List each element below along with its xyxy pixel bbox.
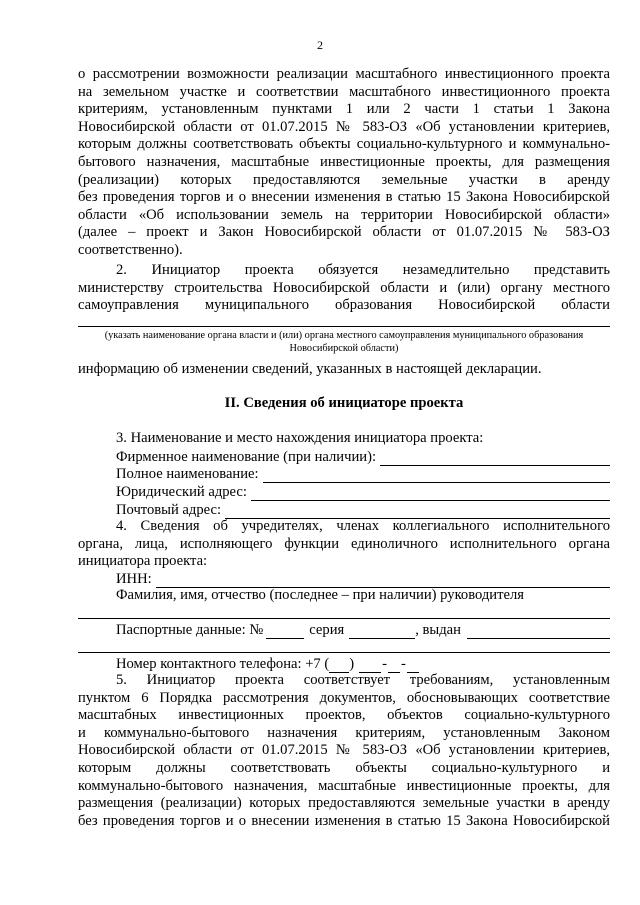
para2-line: самоуправления муниципального образования Новосибирской области <box>78 297 610 314</box>
field-firm-input[interactable] <box>380 450 610 466</box>
item5-line: 5. Инициатор проекта соответствует требованиям, установленным <box>116 672 610 688</box>
field-legal-input[interactable] <box>251 485 610 501</box>
item5-line: Новосибирской области от 01.07.2015 № 583-ОЗ «Об установлении критериев, <box>78 742 610 759</box>
field-fio-label: Фамилия, имя, отчество (последнее – при наличии) руководителя <box>116 587 524 603</box>
field-passport <box>116 621 610 639</box>
item4-line: органа, лица, исполняющего функции единоличного исполнительного органа <box>78 535 610 552</box>
passport-series-input[interactable] <box>349 624 415 639</box>
phone-close: ) <box>349 656 355 672</box>
para2-line: 2. Инициатор проекта обязуется незамедлительно представить <box>116 262 610 278</box>
caption-line-2: Новосибирской области) <box>289 342 399 354</box>
field-full-name <box>116 465 610 483</box>
item5-line: и коммунально-бытового назначения критериям, установленным Законом <box>78 724 610 741</box>
phone-part2-input[interactable] <box>388 658 400 673</box>
paragraph-intro <box>78 66 610 260</box>
para_top-line: которым должны соответствовать объекты социально-культурного и коммунально- <box>78 136 610 153</box>
field-legal-address <box>116 483 610 501</box>
para_top-line: о рассмотрении возможности реализации масштабного инвестиционного проекта <box>78 66 610 82</box>
phone-dash-2: - <box>400 656 406 672</box>
item5-line: без проведения торгов и о внесении изменения в статью 15 Закона Новосибирской <box>78 812 610 829</box>
item-3-heading: 3. Наименование и место нахождения инициатора проекта: <box>116 430 484 446</box>
phone-dash-1: - <box>382 656 387 672</box>
field-inn <box>116 570 610 588</box>
phone-part3-input[interactable] <box>407 658 419 673</box>
item-4 <box>78 518 610 571</box>
para2-line: министерству строительства Новосибирской области и (или) органу местного <box>78 279 610 296</box>
para_top-line: (далее – проект и Закон Новосибирской области от 01.07.2015 № 583-ОЗ <box>78 224 610 241</box>
page-number: 2 <box>317 38 323 52</box>
phone-label: Номер контактного телефона: +7 ( <box>116 656 330 672</box>
para_top-line: на земельном участке и соответствии масштабного инвестиционного проекта <box>78 83 610 100</box>
field-fio-input[interactable] <box>78 618 610 619</box>
paragraph-2 <box>78 262 610 315</box>
item-5 <box>78 672 610 830</box>
phone-part1-input[interactable] <box>359 658 381 673</box>
field-post-input[interactable] <box>225 503 610 519</box>
field-full-label: Полное наименование: <box>116 466 259 482</box>
section-heading: II. Сведения об инициаторе проекта <box>224 395 464 411</box>
item5-line: размещения (реализации) которых предоставляются земельные участки в аренду <box>78 795 610 812</box>
item5-line: коммунально-бытового назначения, масштабные инвестиционные проекты, для <box>78 777 610 794</box>
field-phone <box>116 655 610 673</box>
para_top-line: области «Об использовании земель на территории Новосибирской области» <box>78 206 610 223</box>
field-post-address <box>116 501 610 519</box>
phone-code-input[interactable] <box>329 658 349 673</box>
field-firm-label: Фирменное наименование (при наличии): <box>116 449 376 465</box>
field-inn-label: ИНН: <box>116 571 152 587</box>
para_top-line: соответственно). <box>78 241 183 258</box>
item4-line: 4. Сведения об учредителях, членах коллегиального исполнительного <box>116 518 610 534</box>
passport-issued-label: , выдан <box>415 622 461 638</box>
field-firm-name <box>116 448 610 466</box>
para_top-line: (реализации) которых предоставляются земельные участки в аренду <box>78 171 610 188</box>
item4-line: инициатора проекта: <box>78 553 208 570</box>
field-inn-input[interactable] <box>156 572 610 588</box>
item5-line: масштабных инвестиционных проектов, объектов социально-культурного <box>78 707 610 724</box>
item5-line: которым должны соответствовать объекты социально-культурного и <box>78 759 610 776</box>
paragraph-2-end: информацию об изменении сведений, указанных в настоящей декларации. <box>78 361 542 377</box>
field-post-label: Почтовый адрес: <box>116 502 222 518</box>
passport-series-label: серия <box>309 622 345 638</box>
blank-line-authority <box>78 326 610 327</box>
para_top-line: без проведения торгов и о внесении изменения в статью 15 Закона Новосибирской <box>78 189 610 206</box>
caption-line-1: (указать наименование органа власти и (или) органа местного самоуправления муниципального образования <box>104 330 584 341</box>
passport-number-input[interactable] <box>266 624 304 639</box>
para_top-line: критериям, установленным пунктами 1 или 2 части 1 статьи 1 Закона <box>78 101 610 118</box>
passport-issued-input[interactable] <box>467 623 610 639</box>
passport-label: Паспортные данные: № <box>116 622 264 638</box>
para_top-line: Новосибирской области от 01.07.2015 № 583-ОЗ «Об установлении критериев, <box>78 118 610 135</box>
para_top-line: бытового назначения, масштабные инвестиционные проекты, для размещения <box>78 153 610 170</box>
field-full-input[interactable] <box>263 467 610 483</box>
caption-authority <box>78 330 610 355</box>
passport-continuation-line[interactable] <box>78 652 610 653</box>
field-legal-label: Юридический адрес: <box>116 484 247 500</box>
item5-line: пунктом 6 Порядка рассмотрения документов, обосновывающих соответствие <box>78 689 610 706</box>
